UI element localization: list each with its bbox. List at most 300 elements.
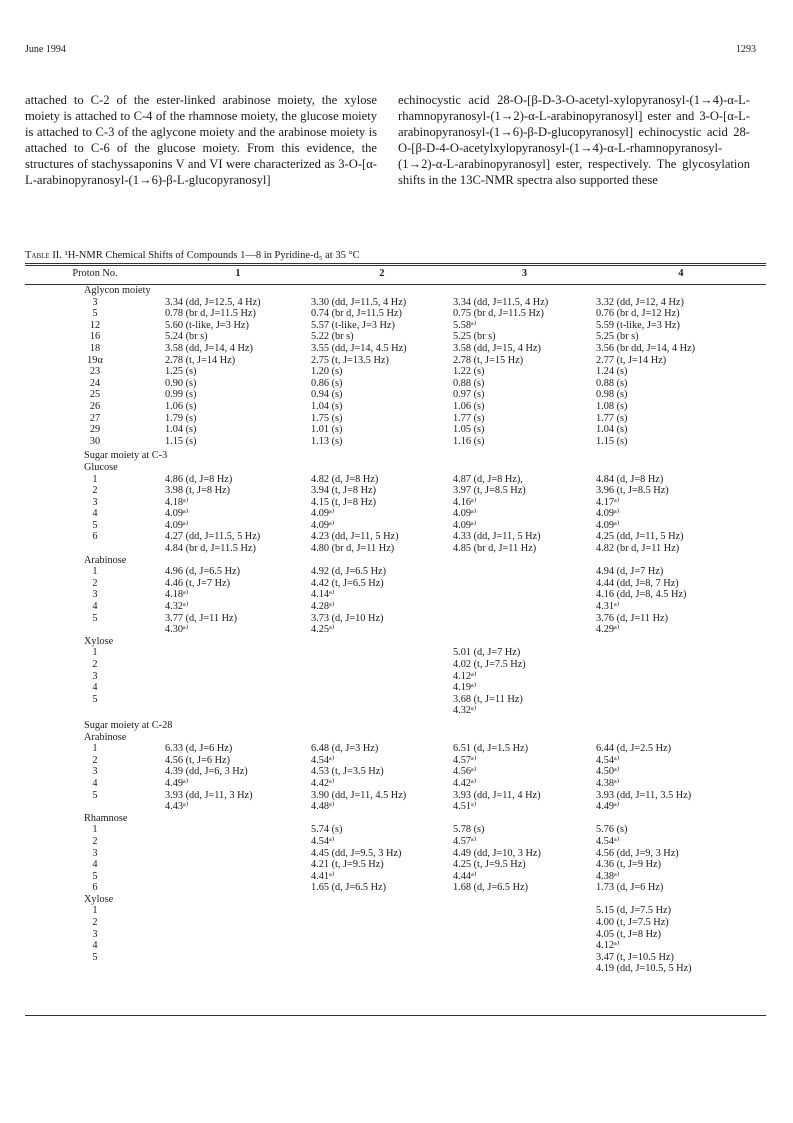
shift-value-compound-2: [311, 659, 453, 671]
shift-value-compound-3: [453, 566, 596, 578]
shift-value-compound-4: 3.56 (br dd, J=14, 4 Hz): [596, 342, 696, 354]
proton-number: 4: [92, 682, 98, 694]
shift-value-compound-4: 3.76 (d, J=11 Hz): [596, 612, 669, 624]
shift-value-compound-1: [165, 952, 311, 964]
shift-value-compound-4: 4.09ᵃ⁾: [596, 519, 620, 531]
shift-value-compound-1: 4.86 (d, J=8 Hz): [165, 473, 233, 485]
shift-value-compound-4: 4.54ᵃ⁾: [596, 835, 620, 847]
proton-number: 3: [92, 928, 98, 940]
shift-value-compound-3: 2.78 (t, J=15 Hz): [453, 354, 524, 366]
shift-value-compound-4: 4.09ᵃ⁾: [596, 508, 620, 520]
shift-value-compound-1: [165, 836, 311, 848]
header-compound-1: 1: [235, 268, 241, 280]
shift-value-compound-3: 4.25 (t, J=9.5 Hz): [453, 859, 526, 871]
shift-value-compound-4: 4.29ᵃ⁾: [596, 624, 620, 636]
shift-value-compound-1: 6.33 (d, J=6 Hz): [165, 743, 233, 755]
header-compound-4: 4: [678, 268, 684, 280]
shift-value-compound-3: [453, 917, 596, 929]
table-row: [25, 601, 766, 613]
shift-value-compound-1: 4.09ᵃ⁾: [165, 508, 189, 520]
table-row: [25, 882, 766, 894]
shift-value-compound-4: 3.47 (t, J=10.5 Hz): [596, 951, 674, 963]
shift-value-compound-2: 4.48ᵃ⁾: [311, 801, 335, 813]
shift-value-compound-4: 4.05 (t, J=8 Hz): [596, 928, 662, 940]
proton-number: [25, 705, 165, 717]
section-label: Xylose: [84, 893, 114, 905]
shift-value-compound-2: 4.80 (br d, J=11 Hz): [311, 543, 395, 555]
shift-value-compound-3: 3.68 (t, J=11 Hz): [453, 693, 523, 705]
shift-value-compound-1: 5.60 (t-like, J=3 Hz): [165, 319, 249, 331]
shift-value-compound-3: 4.16ᵃ⁾: [453, 496, 477, 508]
table-row: [25, 755, 766, 767]
proton-number: 6: [92, 882, 98, 894]
shift-value-compound-4: 4.31ᵃ⁾: [596, 601, 620, 613]
shift-value-compound-3: 4.87 (d, J=8 Hz),: [453, 473, 523, 485]
shift-value-compound-2: 4.45 (dd, J=9.5, 3 Hz): [311, 847, 402, 859]
section-label-row: [25, 894, 766, 906]
shift-value-compound-3: [453, 905, 596, 917]
table-row: [25, 566, 766, 578]
header-proton-no: Proton No.: [72, 268, 118, 280]
shift-value-compound-3: 4.09ᵃ⁾: [453, 519, 477, 531]
section-label: Sugar moiety at C-3: [84, 450, 168, 462]
shift-value-compound-2: 4.09ᵃ⁾: [311, 519, 335, 531]
shift-value-compound-4: 4.36 (t, J=9 Hz): [596, 859, 662, 871]
shift-value-compound-2: 4.42 (t, J=6.5 Hz): [311, 577, 384, 589]
shift-value-compound-3: [453, 578, 596, 590]
shift-value-compound-1: 4.49ᵃ⁾: [165, 777, 189, 789]
header-compound-2: 2: [379, 268, 385, 280]
shift-value-compound-4: [596, 647, 766, 659]
table-row: [25, 366, 766, 378]
proton-number: 23: [89, 366, 101, 378]
nmr-shift-table: [25, 264, 766, 975]
shift-value-compound-1: [165, 647, 311, 659]
shift-value-compound-3: 5.25 (br s): [453, 331, 496, 343]
shift-value-compound-4: [596, 659, 766, 671]
shift-value-compound-2: 1.65 (d, J=6.5 Hz): [311, 882, 387, 894]
shift-value-compound-3: [453, 613, 596, 625]
shift-value-compound-4: 3.96 (t, J=8.5 Hz): [596, 485, 669, 497]
shift-value-compound-3: 4.85 (br d, J=11 Hz): [453, 543, 537, 555]
shift-value-compound-3: [453, 963, 596, 975]
shift-value-compound-1: [165, 682, 311, 694]
table-row: [25, 743, 766, 755]
shift-value-compound-2: 4.42ᵃ⁾: [311, 777, 335, 789]
page-number: 1293: [736, 44, 756, 55]
proton-number: 2: [92, 659, 98, 670]
table-row: [25, 905, 766, 917]
shift-value-compound-3: 4.32ᵃ⁾: [453, 705, 477, 717]
shift-value-compound-1: 0.78 (br d, J=11.5 Hz): [165, 308, 256, 320]
table-row: [25, 508, 766, 520]
shift-value-compound-3: 4.33 (dd, J=11, 5 Hz): [453, 531, 541, 543]
section-label-row: [25, 555, 766, 567]
shift-value-compound-4: 1.08 (s): [596, 400, 628, 412]
table-row: [25, 413, 766, 425]
shift-value-compound-3: 4.42ᵃ⁾: [453, 777, 477, 789]
shift-value-compound-2: 1.13 (s): [311, 435, 343, 447]
shift-value-compound-2: 4.15 (t, J=8 Hz): [311, 496, 377, 508]
shift-value-compound-1: [165, 824, 311, 836]
shift-value-compound-1: 2.78 (t, J=14 Hz): [165, 354, 236, 366]
shift-value-compound-3: 1.22 (s): [453, 366, 485, 378]
shift-value-compound-1: [165, 929, 311, 941]
proton-number: 1: [92, 473, 98, 485]
shift-value-compound-4: 4.56 (dd, J=9, 3 Hz): [596, 847, 679, 859]
proton-number: 18: [89, 342, 101, 354]
shift-value-compound-1: 4.56 (t, J=6 Hz): [165, 754, 231, 766]
shift-value-compound-3: 4.49 (dd, J=10, 3 Hz): [453, 847, 541, 859]
shift-value-compound-3: 4.51ᵃ⁾: [453, 801, 477, 813]
shift-value-compound-2: 4.14ᵃ⁾: [311, 589, 335, 601]
proton-number: 5: [92, 693, 98, 705]
shift-value-compound-2: 4.92 (d, J=6.5 Hz): [311, 566, 387, 578]
proton-number: 4: [92, 508, 98, 520]
shift-value-compound-4: 4.25 (dd, J=11, 5 Hz): [596, 531, 684, 543]
shift-value-compound-4: 5.25 (br s): [596, 331, 639, 343]
shift-value-compound-4: 4.00 (t, J=7.5 Hz): [596, 917, 669, 929]
table-row: [25, 952, 766, 964]
table-row: [25, 531, 766, 543]
shift-value-compound-1: [165, 905, 311, 917]
shift-value-compound-2: [311, 952, 453, 964]
proton-number: 4: [92, 859, 98, 871]
shift-value-compound-2: 0.86 (s): [311, 377, 343, 389]
table-row: [25, 836, 766, 848]
shift-value-compound-1: 4.27 (dd, J=11.5, 5 Hz): [165, 531, 261, 543]
shift-value-compound-3: [453, 601, 596, 613]
section-label-row: [25, 285, 766, 297]
proton-number: 3: [92, 496, 98, 508]
section-label-row: [25, 462, 766, 474]
shift-value-compound-2: 3.55 (dd, J=14, 4.5 Hz): [311, 342, 407, 354]
table-row: [25, 331, 766, 343]
shift-value-compound-4: [596, 694, 766, 706]
shift-value-compound-3: 1.06 (s): [453, 400, 485, 412]
shift-value-compound-1: 3.93 (dd, J=11, 3 Hz): [165, 789, 253, 801]
table-row: [25, 543, 766, 555]
shift-value-compound-3: 5.78 (s): [453, 824, 485, 836]
shift-value-compound-4: 4.49ᵃ⁾: [596, 801, 620, 813]
shift-value-compound-2: 5.22 (br s): [311, 331, 354, 343]
shift-value-compound-3: 3.34 (dd, J=11.5, 4 Hz): [453, 296, 549, 308]
shift-value-compound-2: 3.94 (t, J=8 Hz): [311, 485, 377, 497]
shift-value-compound-2: 4.41ᵃ⁾: [311, 870, 335, 882]
body-text-right-column: echinocystic acid 28-O-[β-D-3-O-acetyl-xylopyranosyl-(1→4)-α-L-rhamnopyranosyl-(1→2)-α-L-arabinopyranosyl] ester and 3-O-[α-L-arabinopyranosyl-(1→6)-β-D-glucopyranosyl] echinocystic acid 28-O-[β-D-4-O-acetylxylopyranosyl-(1→4)-α-L-rhamnopyranosyl-(1→2)-α-L-arabinopyranosyl] ester, respectively. The glycosylation shifts in the 13C-NMR spectra also supported these: [398, 93, 750, 188]
table-row: [25, 659, 766, 671]
table-row: [25, 682, 766, 694]
proton-number: 4: [92, 940, 98, 952]
table-row: [25, 320, 766, 332]
shift-value-compound-3: 4.19ᵃ⁾: [453, 682, 477, 694]
proton-number: 2: [92, 485, 98, 497]
proton-number: [25, 963, 165, 975]
shift-value-compound-4: 3.93 (dd, J=11, 3.5 Hz): [596, 789, 692, 801]
shift-value-compound-2: 4.21 (t, J=9.5 Hz): [311, 859, 384, 871]
shift-value-compound-2: 4.54ᵃ⁾: [311, 835, 335, 847]
proton-number: 25: [89, 389, 101, 401]
shift-value-compound-3: [453, 589, 596, 601]
shift-value-compound-2: 5.74 (s): [311, 824, 343, 836]
shift-value-compound-3: [453, 940, 596, 952]
proton-number: 5: [92, 519, 98, 531]
section-label-row: [25, 450, 766, 462]
shift-value-compound-2: [311, 929, 453, 941]
shift-value-compound-4: 1.73 (d, J=6 Hz): [596, 882, 664, 894]
shift-value-compound-1: 4.39 (dd, J=6, 3 Hz): [165, 766, 248, 778]
shift-value-compound-4: 4.38ᵃ⁾: [596, 870, 620, 882]
shift-value-compound-4: 5.15 (d, J=7.5 Hz): [596, 905, 672, 917]
proton-number: 12: [89, 319, 101, 331]
shift-value-compound-2: [311, 940, 453, 952]
shift-value-compound-1: 4.18ᵃ⁾: [165, 589, 189, 601]
table-row: [25, 694, 766, 706]
shift-value-compound-3: 5.01 (d, J=7 Hz): [453, 647, 521, 659]
shift-value-compound-3: 1.16 (s): [453, 435, 485, 447]
shift-value-compound-4: 1.04 (s): [596, 424, 628, 436]
shift-value-compound-4: 5.59 (t-like, J=3 Hz): [596, 319, 680, 331]
shift-value-compound-2: [311, 647, 453, 659]
shift-value-compound-3: 0.75 (br d, J=11.5 Hz): [453, 308, 544, 320]
shift-value-compound-2: [311, 694, 453, 706]
table-row: [25, 871, 766, 883]
table-row: [25, 647, 766, 659]
shift-value-compound-4: 4.17ᵃ⁾: [596, 496, 620, 508]
shift-value-compound-4: 4.50ᵃ⁾: [596, 766, 620, 778]
section-label-row: [25, 636, 766, 648]
shift-value-compound-2: 3.90 (dd, J=11, 4.5 Hz): [311, 789, 407, 801]
table-row: [25, 355, 766, 367]
shift-value-compound-1: [165, 859, 311, 871]
shift-value-compound-1: 1.79 (s): [165, 412, 197, 424]
table-row: [25, 766, 766, 778]
table-row: [25, 485, 766, 497]
shift-value-compound-3: 4.02 (t, J=7.5 Hz): [453, 659, 526, 670]
table-row: [25, 790, 766, 802]
shift-value-compound-1: 3.58 (dd, J=14, 4 Hz): [165, 342, 253, 354]
table-row: [25, 497, 766, 509]
shift-value-compound-2: 2.75 (t, J=13.5 Hz): [311, 354, 389, 366]
table-row: [25, 343, 766, 355]
proton-number: 4: [92, 777, 98, 789]
shift-value-compound-1: [165, 848, 311, 860]
shift-value-compound-1: 4.32ᵃ⁾: [165, 601, 189, 613]
table-row: [25, 578, 766, 590]
shift-value-compound-4: 0.98 (s): [596, 389, 628, 401]
shift-value-compound-2: 1.04 (s): [311, 400, 343, 412]
shift-value-compound-4: 4.54ᵃ⁾: [596, 754, 620, 766]
proton-number: 4: [92, 601, 98, 613]
shift-value-compound-2: 1.01 (s): [311, 424, 343, 436]
shift-value-compound-2: 5.57 (t-like, J=3 Hz): [311, 319, 395, 331]
shift-value-compound-1: 4.18ᵃ⁾: [165, 496, 189, 508]
shift-value-compound-1: [165, 705, 311, 717]
running-header-date: June 1994: [25, 44, 66, 55]
body-text-left-column: attached to C-2 of the ester-linked arabinose moiety, the xylose moiety is attached to C-4 of the rhamnose moiety, the glucose moiety is attached to C-3 of the aglycone moiety and the arabinose moiety is attached to C-6 of the glucose moiety. From this evidence, the structures of stachyssaponins V and VI were characterized as 3-O-[α-L-arabinopyranosyl-(1→6)-β-L-glucopyranosyl]: [25, 93, 377, 188]
shift-value-compound-2: 0.74 (br d, J=11.5 Hz): [311, 308, 402, 320]
shift-value-compound-4: 4.94 (d, J=7 Hz): [596, 566, 664, 578]
shift-value-compound-2: [311, 963, 453, 975]
shift-value-compound-4: 4.16 (dd, J=8, 4.5 Hz): [596, 589, 687, 601]
table-row: [25, 378, 766, 390]
shift-value-compound-2: 0.94 (s): [311, 389, 343, 401]
shift-value-compound-2: 4.28ᵃ⁾: [311, 601, 335, 613]
proton-number: 2: [92, 577, 98, 589]
table-caption-text: ¹H-NMR Chemical Shifts of Compounds 1—8 in Pyridine-d₅ at 35 °C: [64, 250, 360, 261]
shift-value-compound-4: 1.24 (s): [596, 366, 628, 378]
proton-number: 19α: [87, 354, 103, 366]
header-compound-3: 3: [521, 268, 528, 280]
section-label: Sugar moiety at C-28: [84, 719, 173, 731]
shift-value-compound-1: 4.96 (d, J=6.5 Hz): [165, 566, 241, 578]
shift-value-compound-3: [453, 929, 596, 941]
table-row: [25, 474, 766, 486]
shift-value-compound-1: [165, 917, 311, 929]
shift-value-compound-2: [311, 917, 453, 929]
proton-number: 1: [92, 743, 98, 755]
shift-value-compound-4: 4.82 (br d, J=11 Hz): [596, 543, 680, 555]
table-row: [25, 520, 766, 532]
table-row: [25, 671, 766, 683]
shift-value-compound-3: 4.57ᵃ⁾: [453, 835, 477, 847]
table-row: [25, 589, 766, 601]
shift-value-compound-2: 3.30 (dd, J=11.5, 4 Hz): [311, 296, 407, 308]
table-row: [25, 424, 766, 436]
shift-value-compound-4: 3.32 (dd, J=12, 4 Hz): [596, 296, 684, 308]
proton-number: 3: [92, 847, 98, 859]
proton-number: 3: [92, 766, 98, 778]
table-row: [25, 859, 766, 871]
proton-number: 1: [92, 905, 98, 917]
proton-number: [25, 801, 165, 813]
shift-value-compound-2: [311, 905, 453, 917]
shift-value-compound-4: 5.76 (s): [596, 824, 628, 836]
table-row: [25, 940, 766, 952]
shift-value-compound-4: 0.76 (br d, J=12 Hz): [596, 308, 680, 320]
section-label: Aglycon moiety: [84, 285, 151, 296]
table-row: [25, 963, 766, 975]
shift-value-compound-2: 4.54ᵃ⁾: [311, 754, 335, 766]
table-row: [25, 297, 766, 309]
shift-value-compound-1: [165, 671, 311, 683]
table-row: [25, 436, 766, 448]
table-body: [25, 285, 766, 976]
table-row: [25, 848, 766, 860]
shift-value-compound-1: [165, 659, 311, 671]
shift-value-compound-2: 3.73 (d, J=10 Hz): [311, 612, 384, 624]
shift-value-compound-4: 0.88 (s): [596, 377, 628, 389]
shift-value-compound-3: 0.88 (s): [453, 377, 485, 389]
shift-value-compound-1: 4.46 (t, J=7 Hz): [165, 577, 231, 589]
table-row: [25, 308, 766, 320]
proton-number: 27: [89, 412, 101, 424]
shift-value-compound-1: [165, 963, 311, 975]
shift-value-compound-1: [165, 694, 311, 706]
shift-value-compound-3: [453, 952, 596, 964]
shift-value-compound-1: 0.90 (s): [165, 377, 197, 389]
proton-number: 24: [89, 377, 101, 389]
proton-number: [25, 543, 165, 555]
table-caption-label: Table II.: [25, 250, 62, 261]
table-row: [25, 824, 766, 836]
shift-value-compound-2: 4.53 (t, J=3.5 Hz): [311, 766, 384, 778]
shift-value-compound-4: 4.38ᵃ⁾: [596, 777, 620, 789]
proton-number: 5: [92, 870, 98, 882]
table-bottom-rule: [25, 1015, 766, 1016]
shift-value-compound-2: [311, 671, 453, 683]
shift-value-compound-3: 4.56ᵃ⁾: [453, 766, 477, 778]
section-label: Arabinose: [84, 554, 127, 566]
proton-number: [25, 624, 165, 636]
table-row: [25, 613, 766, 625]
proton-number: 5: [92, 951, 98, 963]
table-row: [25, 624, 766, 636]
shift-value-compound-4: 4.84 (d, J=8 Hz): [596, 473, 664, 485]
shift-value-compound-1: 4.09ᵃ⁾: [165, 519, 189, 531]
shift-value-compound-3: 3.97 (t, J=8.5 Hz): [453, 485, 526, 497]
shift-value-compound-3: [453, 624, 596, 636]
shift-value-compound-1: 3.77 (d, J=11 Hz): [165, 612, 238, 624]
section-label: Arabinose: [84, 731, 127, 743]
proton-number: 3: [92, 296, 98, 308]
shift-value-compound-1: 1.04 (s): [165, 424, 197, 436]
proton-number: 5: [92, 308, 98, 320]
shift-value-compound-4: 1.15 (s): [596, 435, 628, 447]
table-caption: [25, 250, 360, 261]
shift-value-compound-2: [311, 682, 453, 694]
shift-value-compound-2: 6.48 (d, J=3 Hz): [311, 743, 379, 755]
proton-number: 5: [92, 789, 98, 801]
section-label-row: [25, 813, 766, 825]
table-row: [25, 705, 766, 717]
shift-value-compound-1: 3.98 (t, J=8 Hz): [165, 485, 231, 497]
shift-value-compound-1: 5.24 (br s): [165, 331, 208, 343]
shift-value-compound-1: 4.84 (br d, J=11.5 Hz): [165, 543, 256, 555]
shift-value-compound-1: 4.43ᵃ⁾: [165, 801, 189, 813]
proton-number: 1: [92, 566, 98, 578]
shift-value-compound-4: [596, 682, 766, 694]
table-row: [25, 917, 766, 929]
shift-value-compound-3: 1.68 (d, J=6.5 Hz): [453, 882, 529, 894]
shift-value-compound-1: 3.34 (dd, J=12.5, 4 Hz): [165, 296, 261, 308]
shift-value-compound-3: 4.12ᵃ⁾: [453, 670, 477, 682]
shift-value-compound-1: 1.25 (s): [165, 366, 197, 378]
shift-value-compound-1: [165, 882, 311, 894]
proton-number: 1: [92, 824, 98, 836]
proton-number: 6: [92, 531, 98, 543]
shift-value-compound-2: 4.23 (dd, J=11, 5 Hz): [311, 531, 399, 543]
section-label-row: [25, 732, 766, 744]
shift-value-compound-3: 0.97 (s): [453, 389, 485, 401]
shift-value-compound-1: 4.30ᵃ⁾: [165, 624, 189, 636]
shift-value-compound-4: 4.19 (dd, J=10.5, 5 Hz): [596, 963, 692, 975]
table-header-row: [25, 264, 766, 285]
shift-value-compound-3: 4.09ᵃ⁾: [453, 508, 477, 520]
shift-value-compound-4: 4.12ᵃ⁾: [596, 940, 620, 952]
shift-value-compound-4: [596, 671, 766, 683]
shift-value-compound-4: 4.44 (dd, J=8, 7 Hz): [596, 577, 679, 589]
proton-number: 3: [92, 589, 98, 601]
shift-value-compound-3: 3.58 (dd, J=15, 4 Hz): [453, 342, 541, 354]
proton-number: 2: [92, 754, 98, 766]
shift-value-compound-4: 1.77 (s): [596, 412, 628, 424]
table-row: [25, 401, 766, 413]
section-label: Rhamnose: [84, 812, 128, 824]
section-label: Glucose: [84, 461, 118, 473]
shift-value-compound-2: 4.09ᵃ⁾: [311, 508, 335, 520]
shift-value-compound-3: 4.57ᵃ⁾: [453, 754, 477, 766]
